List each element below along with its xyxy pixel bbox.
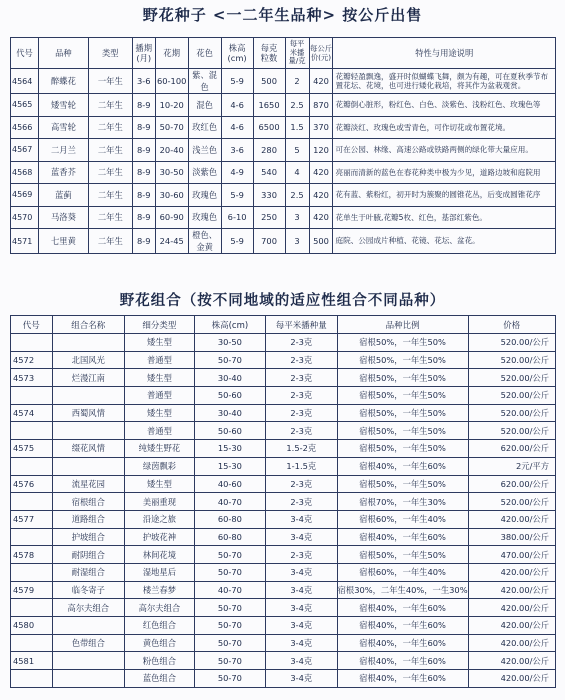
seed-name: 矮雪轮 xyxy=(38,94,88,117)
sowing-rate: 2-3克 xyxy=(265,404,337,422)
plant-height: 40-60 xyxy=(194,475,265,493)
seed-name: 醉蝶花 xyxy=(38,69,88,94)
mix-subtype: 林间花境 xyxy=(125,546,195,564)
mix-name: 缀花风情 xyxy=(52,440,125,458)
sowing-rate: 3-4克 xyxy=(265,528,337,546)
usage-notes: 可在公园、林缘、高速公路或铁路两侧的绿化带大量应用。 xyxy=(333,139,556,162)
mix-subtype: 湿地星后 xyxy=(125,563,195,581)
table-row xyxy=(11,617,556,635)
plant-height: 50-70 xyxy=(194,652,265,670)
price: 420.00/公斤 xyxy=(468,652,555,670)
mix-name xyxy=(52,422,125,440)
plant-height: 60-80 xyxy=(194,510,265,528)
bloom-period: 50-70 xyxy=(155,116,188,139)
sowing-rate: 2-3克 xyxy=(265,351,337,369)
sowing-rate: 3 xyxy=(285,206,309,229)
plant-height: 60-80 xyxy=(194,528,265,546)
price: 470.00/公斤 xyxy=(468,546,555,564)
plant-height: 15-30 xyxy=(194,440,265,458)
plant-height: 50-70 xyxy=(194,546,265,564)
seed-type: 二年生 xyxy=(88,139,132,162)
seed-name: 七里黄 xyxy=(38,229,88,254)
mix-name: 临冬寄子 xyxy=(52,581,125,599)
table-row xyxy=(11,440,556,458)
price: 520.00/公斤 xyxy=(468,387,555,405)
mix-subtype: 沿途之旅 xyxy=(125,510,195,528)
price: 420.00/公斤 xyxy=(468,581,555,599)
seed-code: 4567 xyxy=(11,139,39,162)
mix-code xyxy=(11,563,53,581)
variety-ratio: 宿根60%，一年生40% xyxy=(337,563,468,581)
bloom-period: 30-60 xyxy=(155,184,188,207)
table-row xyxy=(11,206,556,229)
table-row xyxy=(11,94,556,117)
sowing-rate: 2-3克 xyxy=(265,422,337,440)
seed-table xyxy=(10,37,556,254)
seeds-per-gram: 6500 xyxy=(253,116,285,139)
plant-height: 30-50 xyxy=(194,334,265,352)
plant-height: 6-10 xyxy=(221,206,253,229)
sowing-rate: 2-3克 xyxy=(265,475,337,493)
table-row xyxy=(11,510,556,528)
column-header: 株高 (cm) xyxy=(221,38,253,69)
column-header: 品种比例 xyxy=(337,316,468,334)
flower-color: 淡紫色 xyxy=(188,161,221,184)
seeds-per-gram: 500 xyxy=(253,69,285,94)
table-row xyxy=(11,493,556,511)
seed-name: 蓝香芥 xyxy=(38,161,88,184)
sow-month: 8-9 xyxy=(132,94,155,117)
plant-height: 5-9 xyxy=(221,229,253,254)
price: 420.00/公斤 xyxy=(468,510,555,528)
seeds-per-gram: 330 xyxy=(253,184,285,207)
mix-name xyxy=(52,387,125,405)
sowing-rate: 4 xyxy=(285,161,309,184)
mix-code: 4577 xyxy=(11,510,53,528)
table-row xyxy=(11,184,556,207)
seed-name: 二月兰 xyxy=(38,139,88,162)
plant-height: 30-40 xyxy=(194,369,265,387)
price-per-kg: 370 xyxy=(309,116,333,139)
seed-type: 二年生 xyxy=(88,206,132,229)
mix-name: 护坡组合 xyxy=(52,528,125,546)
column-header: 价格 xyxy=(468,316,555,334)
plant-height: 40-70 xyxy=(194,493,265,511)
column-header: 每公斤 价(元) xyxy=(309,38,333,69)
seed-name: 高雪轮 xyxy=(38,116,88,139)
mix-code: 4576 xyxy=(11,475,53,493)
plant-height: 50-70 xyxy=(194,599,265,617)
usage-notes: 花瓣淡红、玫瑰色或雪青色，可作切花或布置花境。 xyxy=(333,116,556,139)
price: 420.00/公斤 xyxy=(468,617,555,635)
flower-color: 紫、混色 xyxy=(188,69,221,94)
sowing-rate: 3-4克 xyxy=(265,563,337,581)
mix-code xyxy=(11,457,53,475)
plant-height: 3-6 xyxy=(221,139,253,162)
table-row xyxy=(11,404,556,422)
price-per-kg: 500 xyxy=(309,229,333,254)
mix-name: 高尔夫组合 xyxy=(52,599,125,617)
sowing-rate: 2-3克 xyxy=(265,546,337,564)
mix-subtype: 矮生型 xyxy=(125,475,195,493)
sow-month: 8-9 xyxy=(132,161,155,184)
column-header: 每平米播种量 xyxy=(265,316,337,334)
sowing-rate: 3-4克 xyxy=(265,617,337,635)
seed-type: 一年生 xyxy=(88,69,132,94)
mix-code: 4575 xyxy=(11,440,53,458)
mix-code xyxy=(11,670,53,688)
variety-ratio: 宿根60%，一年生40% xyxy=(337,510,468,528)
price-per-kg: 420 xyxy=(309,184,333,207)
mix-code: 4581 xyxy=(11,652,53,670)
column-header: 代号 xyxy=(11,316,53,334)
sowing-rate: 3-4克 xyxy=(265,652,337,670)
column-header: 花期 xyxy=(155,38,188,69)
seed-code: 4570 xyxy=(11,206,39,229)
mix-subtype: 红色组合 xyxy=(125,617,195,635)
table-row xyxy=(11,387,556,405)
sowing-rate: 5 xyxy=(285,139,309,162)
table-row xyxy=(11,563,556,581)
table-row xyxy=(11,634,556,652)
mix-name: 色带组合 xyxy=(52,634,125,652)
mix-subtype: 粉色组合 xyxy=(125,652,195,670)
table-row xyxy=(11,528,556,546)
column-header: 代号 xyxy=(11,38,39,69)
mix-subtype: 绿茵飘彩 xyxy=(125,457,195,475)
mix-name: 道路组合 xyxy=(52,510,125,528)
usage-notes: 亮丽而清新的蓝色在春花种类中极为少见，道路边坡和庭院用 xyxy=(333,161,556,184)
plant-height: 30-40 xyxy=(194,404,265,422)
sowing-rate: 2-3克 xyxy=(265,493,337,511)
seed-type: 二年生 xyxy=(88,94,132,117)
variety-ratio: 宿根40%，一年生60% xyxy=(337,457,468,475)
variety-ratio: 宿根40%，一年生60% xyxy=(337,634,468,652)
sow-month: 8-9 xyxy=(132,229,155,254)
column-header: 类型 xyxy=(88,38,132,69)
sowing-rate: 3-4克 xyxy=(265,599,337,617)
table-row xyxy=(11,369,556,387)
variety-ratio: 宿根50%，一年生50% xyxy=(337,351,468,369)
sow-month: 3-6 xyxy=(132,69,155,94)
price: 420.00/公斤 xyxy=(468,563,555,581)
plant-height: 50-60 xyxy=(194,422,265,440)
variety-ratio: 宿根70%，一年生30% xyxy=(337,493,468,511)
plant-height: 40-70 xyxy=(194,581,265,599)
mix-code xyxy=(11,422,53,440)
plant-height: 50-70 xyxy=(194,670,265,688)
sowing-rate: 2-3克 xyxy=(265,334,337,352)
price-per-kg: 420 xyxy=(309,206,333,229)
mix-subtype: 护坡花神 xyxy=(125,528,195,546)
table-header xyxy=(11,316,556,334)
column-header: 每平 米播 量/克 xyxy=(285,38,309,69)
price: 520.00/公斤 xyxy=(468,493,555,511)
price-per-kg: 870 xyxy=(309,94,333,117)
mix-code: 4572 xyxy=(11,351,53,369)
seeds-per-gram: 1650 xyxy=(253,94,285,117)
usage-notes: 花瓣倒心脏形，粉红色、白色、淡紫色、浅粉红色、玫瑰色等 xyxy=(333,94,556,117)
table-row xyxy=(11,161,556,184)
flower-color: 混色 xyxy=(188,94,221,117)
seed-code: 4569 xyxy=(11,184,39,207)
mix-code: 4573 xyxy=(11,369,53,387)
bloom-period: 20-40 xyxy=(155,139,188,162)
plant-height: 5-9 xyxy=(221,184,253,207)
variety-ratio: 宿根50%，一年生50% xyxy=(337,475,468,493)
mix-table xyxy=(10,315,556,688)
seed-code: 4565 xyxy=(11,94,39,117)
sowing-rate: 3 xyxy=(285,229,309,254)
sowing-rate: 2.5 xyxy=(285,94,309,117)
variety-ratio: 宿根30%，二年生40%，一生30% xyxy=(337,581,468,599)
variety-ratio: 宿根50%，一年生50% xyxy=(337,334,468,352)
mix-code xyxy=(11,634,53,652)
flower-color: 玫瑰色 xyxy=(188,184,221,207)
flower-color: 玫红色 xyxy=(188,116,221,139)
sowing-rate: 1-1.5克 xyxy=(265,457,337,475)
plant-height: 15-30 xyxy=(194,457,265,475)
mix-code xyxy=(11,493,53,511)
table-row xyxy=(11,422,556,440)
table-row xyxy=(11,334,556,352)
table-row xyxy=(11,546,556,564)
bloom-period: 24-45 xyxy=(155,229,188,254)
mix-subtype: 矮生型 xyxy=(125,404,195,422)
bloom-period: 10-20 xyxy=(155,94,188,117)
sowing-rate: 3-4克 xyxy=(265,510,337,528)
table-row xyxy=(11,351,556,369)
price: 620.00/公斤 xyxy=(468,475,555,493)
plant-height: 50-70 xyxy=(194,563,265,581)
table-row xyxy=(11,475,556,493)
sow-month: 8-9 xyxy=(132,116,155,139)
mix-name xyxy=(52,652,125,670)
mix-subtype: 矮生型 xyxy=(125,334,195,352)
column-header: 每克 粒数 xyxy=(253,38,285,69)
price: 520.00/公斤 xyxy=(468,404,555,422)
mix-code: 4580 xyxy=(11,617,53,635)
price-per-kg: 120 xyxy=(309,139,333,162)
variety-ratio: 宿根50%，一年生50% xyxy=(337,404,468,422)
mix-code xyxy=(11,599,53,617)
mix-code xyxy=(11,334,53,352)
variety-ratio: 宿根40%，一年生60% xyxy=(337,528,468,546)
table-row xyxy=(11,599,556,617)
sowing-rate: 2.5 xyxy=(285,184,309,207)
sowing-rate: 2-3克 xyxy=(265,387,337,405)
plant-height: 5-9 xyxy=(221,69,253,94)
table-row xyxy=(11,670,556,688)
column-header: 花色 xyxy=(188,38,221,69)
mix-name: 西蜀风情 xyxy=(52,404,125,422)
seed-code: 4571 xyxy=(11,229,39,254)
table-row xyxy=(11,229,556,254)
seed-code: 4568 xyxy=(11,161,39,184)
bloom-period: 60-90 xyxy=(155,206,188,229)
price: 2元/平方 xyxy=(468,457,555,475)
mix-code: 4579 xyxy=(11,581,53,599)
column-header: 细分类型 xyxy=(125,316,195,334)
mix-subtype: 普通型 xyxy=(125,387,195,405)
plant-height: 50-70 xyxy=(194,634,265,652)
mix-code: 4574 xyxy=(11,404,53,422)
bloom-period: 30-50 xyxy=(155,161,188,184)
mix-subtype: 纯矮生野花 xyxy=(125,440,195,458)
sowing-rate: 3-4克 xyxy=(265,581,337,599)
mix-name: 耐阴组合 xyxy=(52,546,125,564)
mix-subtype: 普通型 xyxy=(125,351,195,369)
seed-type: 二年生 xyxy=(88,229,132,254)
table-row xyxy=(11,652,556,670)
seed-type: 二年生 xyxy=(88,184,132,207)
mix-subtype: 矮生型 xyxy=(125,369,195,387)
sow-month: 8-9 xyxy=(132,139,155,162)
usage-notes: 庭院、公园成片种植、花镜、花坛、盆花。 xyxy=(333,229,556,254)
plant-height: 50-60 xyxy=(194,387,265,405)
plant-height: 4-9 xyxy=(221,161,253,184)
mix-code xyxy=(11,387,53,405)
mix-subtype: 普通型 xyxy=(125,422,195,440)
price: 420.00/公斤 xyxy=(468,634,555,652)
usage-notes: 花单生于叶腋,花瓣5枚、红色，基部红紫色。 xyxy=(333,206,556,229)
variety-ratio: 宿根40%，一年生60% xyxy=(337,670,468,688)
flower-color: 橙色、金黄 xyxy=(188,229,221,254)
sowing-rate: 2 xyxy=(285,69,309,94)
mix-code xyxy=(11,528,53,546)
mix-name: 耐湿组合 xyxy=(52,563,125,581)
table-row xyxy=(11,581,556,599)
mix-name xyxy=(52,670,125,688)
price: 520.00/公斤 xyxy=(468,369,555,387)
sowing-rate: 3-4克 xyxy=(265,670,337,688)
mix-subtype: 楼兰春梦 xyxy=(125,581,195,599)
variety-ratio: 宿根40%，一年生60% xyxy=(337,599,468,617)
price: 420.00/公斤 xyxy=(468,670,555,688)
variety-ratio: 宿根40%，一年生60% xyxy=(337,652,468,670)
seed-name: 马洛葵 xyxy=(38,206,88,229)
table-row xyxy=(11,139,556,162)
seed-code: 4564 xyxy=(11,69,39,94)
sowing-rate: 1.5-2克 xyxy=(265,440,337,458)
plant-height: 50-70 xyxy=(194,351,265,369)
price: 380.00/公斤 xyxy=(468,528,555,546)
column-header: 特性与用途说明 xyxy=(333,38,556,69)
table-row xyxy=(11,457,556,475)
price-per-kg: 420 xyxy=(309,161,333,184)
price: 520.00/公斤 xyxy=(468,351,555,369)
usage-notes: 花有蓝、紫粉红，初开时为簇聚的圆锥花丛，后变成圆锥花序 xyxy=(333,184,556,207)
column-header: 播期 (月) xyxy=(132,38,155,69)
sowing-rate: 3-4克 xyxy=(265,634,337,652)
variety-ratio: 宿根40%，一年生60% xyxy=(337,617,468,635)
seeds-per-gram: 540 xyxy=(253,161,285,184)
mix-subtype: 蓝色组合 xyxy=(125,670,195,688)
price: 420.00/公斤 xyxy=(468,599,555,617)
price: 520.00/公斤 xyxy=(468,334,555,352)
variety-ratio: 宿根50%，一年生50% xyxy=(337,546,468,564)
variety-ratio: 宿根50%，一年生50% xyxy=(337,387,468,405)
variety-ratio: 宿根50%，一年生50% xyxy=(337,440,468,458)
seed-type: 二年生 xyxy=(88,161,132,184)
mix-name: 烂漫江南 xyxy=(52,369,125,387)
mix-code: 4578 xyxy=(11,546,53,564)
mix-subtype: 高尔夫组合 xyxy=(125,599,195,617)
price: 620.00/公斤 xyxy=(468,440,555,458)
mix-name: 北国风光 xyxy=(52,351,125,369)
section-title: 野花组合（按不同地域的适应性组合不同品种） xyxy=(119,293,446,309)
flower-color: 玫瑰色 xyxy=(188,206,221,229)
price-per-kg: 420 xyxy=(309,69,333,94)
page-title: 野花种子 <一二年生品种> 按公斤出售 xyxy=(142,6,423,24)
mix-name xyxy=(52,334,125,352)
variety-ratio: 宿根50%，一年生50% xyxy=(337,422,468,440)
mix-subtype: 黄色组合 xyxy=(125,634,195,652)
seeds-per-gram: 280 xyxy=(253,139,285,162)
mix-name xyxy=(52,457,125,475)
mix-name xyxy=(52,617,125,635)
mix-subtype: 美丽重现 xyxy=(125,493,195,511)
seeds-per-gram: 250 xyxy=(253,206,285,229)
seed-name: 蓝蓟 xyxy=(38,184,88,207)
plant-height: 4-6 xyxy=(221,116,253,139)
column-header: 组合名称 xyxy=(52,316,125,334)
table-row xyxy=(11,116,556,139)
sow-month: 8-9 xyxy=(132,184,155,207)
flower-color: 浅兰色 xyxy=(188,139,221,162)
sow-month: 8-9 xyxy=(132,206,155,229)
column-header: 株高(cm) xyxy=(194,316,265,334)
table-row xyxy=(11,69,556,94)
price: 520.00/公斤 xyxy=(468,422,555,440)
plant-height: 4-6 xyxy=(221,94,253,117)
bloom-period: 60-100 xyxy=(155,69,188,94)
table-header xyxy=(11,38,556,69)
seeds-per-gram: 700 xyxy=(253,229,285,254)
variety-ratio: 宿根50%，一年生50% xyxy=(337,369,468,387)
seed-type: 二年生 xyxy=(88,116,132,139)
column-header: 品种 xyxy=(38,38,88,69)
seed-code: 4566 xyxy=(11,116,39,139)
mix-name: 流星花园 xyxy=(52,475,125,493)
sowing-rate: 2-3克 xyxy=(265,369,337,387)
mix-name: 宿根组合 xyxy=(52,493,125,511)
sowing-rate: 1.5 xyxy=(285,116,309,139)
usage-notes: 花瓣轻盈飘逸，盛开时似蝴蝶飞舞，颇为有趣，可在夏秋季节布置花坛、花境，也可进行矮化栽培，将其作为盆栽观赏。 xyxy=(333,69,556,94)
plant-height: 50-70 xyxy=(194,617,265,635)
